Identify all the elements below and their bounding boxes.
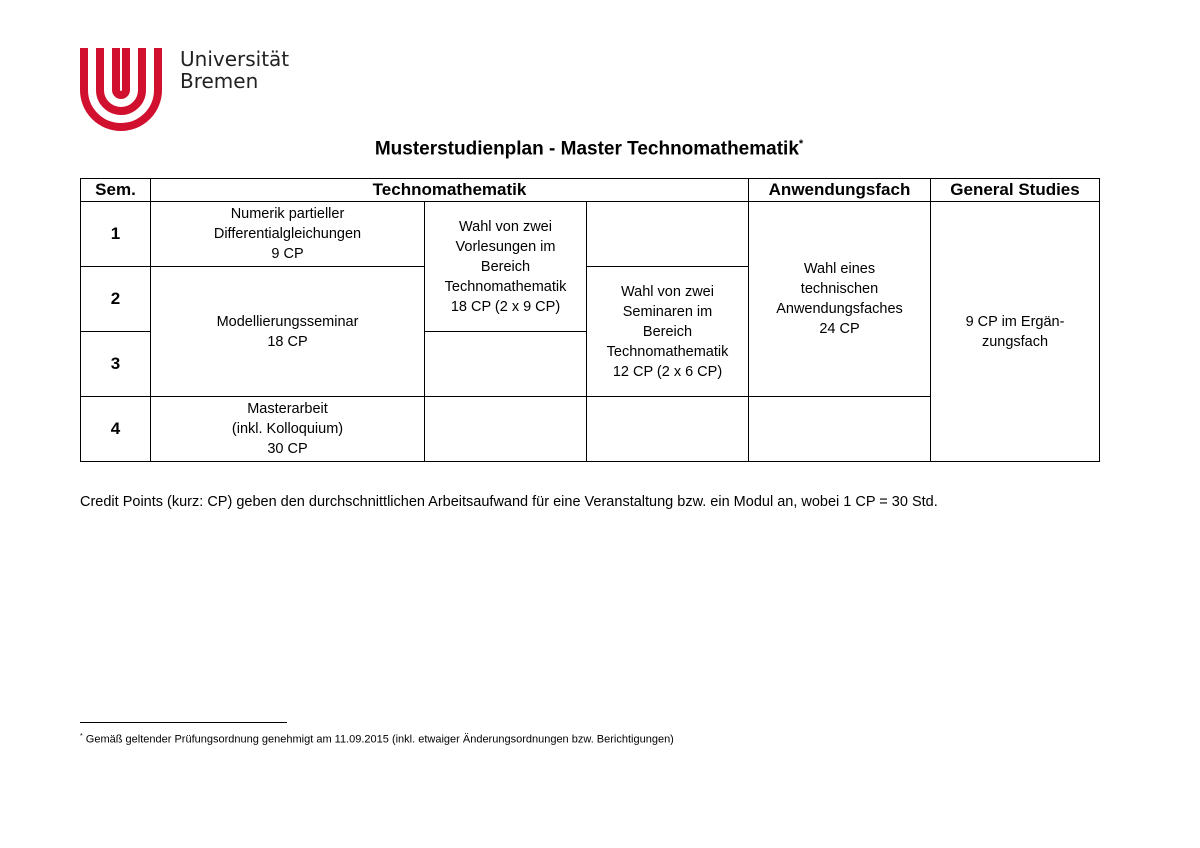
- empty-cell: [425, 332, 587, 397]
- cell-masterarbeit: Masterarbeit (inkl. Kolloquium) 30 CP: [151, 397, 425, 462]
- footnote-marker: *: [80, 733, 83, 740]
- university-name-line1: Universität: [180, 47, 290, 71]
- footnote-text: Gemäß geltender Prüfungsordnung genehmigt am 11.09.2015 (inkl. etwaiger Änderungsordnungen bzw. Berichtigungen): [82, 733, 674, 746]
- semester-2: 2: [81, 267, 151, 332]
- header-anwendungsfach: Anwendungsfach: [749, 179, 931, 202]
- cell-seminare: Wahl von zwei Seminaren im Bereich Technomathematik 12 CP (2 x 6 CP): [587, 267, 749, 397]
- semester-1: 1: [81, 202, 151, 267]
- university-name-line2: Bremen: [180, 69, 259, 93]
- header-sem: Sem.: [81, 179, 151, 202]
- empty-cell: [587, 202, 749, 267]
- semester-4: 4: [81, 397, 151, 462]
- header-general-studies: General Studies: [931, 179, 1100, 202]
- study-plan-table: [80, 178, 1100, 462]
- university-logo-icon: [80, 48, 162, 132]
- cell-modellierung: Modellierungsseminar 18 CP: [151, 267, 425, 397]
- cell-general-studies: 9 CP im Ergän- zungsfach: [931, 202, 1100, 462]
- credit-points-note: Credit Points (kurz: CP) geben den durchschnittlichen Arbeitsaufwand für eine Veranstaltung bzw. ein Modul an, wobei 1 CP = 30 Std.: [80, 494, 938, 510]
- empty-cell: [749, 397, 931, 462]
- empty-cell: [587, 397, 749, 462]
- cell-numerik: Numerik partieller Differentialgleichungen 9 CP: [151, 202, 425, 267]
- footnote: [80, 733, 674, 746]
- page-title: [0, 138, 1178, 160]
- table-row: [81, 202, 1100, 267]
- university-name: [180, 48, 289, 92]
- footnote-divider: [80, 722, 287, 723]
- page-title-text: Musterstudienplan - Master Technomathematik: [374, 138, 799, 160]
- cell-anwendungsfach: Wahl eines technischen Anwendungsfaches 24 CP: [749, 202, 931, 397]
- semester-3: 3: [81, 332, 151, 397]
- empty-cell: [425, 397, 587, 462]
- header-technomathematik: Technomathematik: [151, 179, 749, 202]
- table-header-row: [81, 179, 1100, 202]
- title-footnote-marker: *: [798, 138, 804, 150]
- cell-vorlesungen: Wahl von zwei Vorlesungen im Bereich Technomathematik 18 CP (2 x 9 CP): [425, 202, 587, 332]
